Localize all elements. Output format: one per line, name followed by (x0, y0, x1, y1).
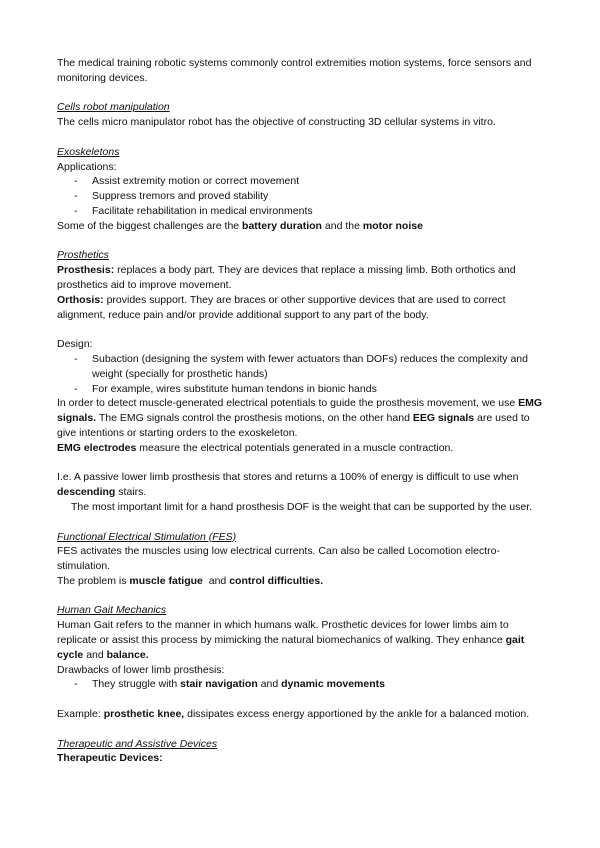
list-item: - They struggle with stair navigation and dynamic movements (74, 678, 385, 691)
gait-heading: Human Gait Mechanics (57, 604, 167, 617)
emg-paragraph: In order to detect muscle-generated electrical potentials to guide the prosthesis movement, we use EMG signals. The EMG signals control the prosthesis motions, on the other hand EEG signals are used to give intentions or starting orders to the exoskeleton. (57, 397, 543, 439)
prosthetics-heading: Prosthetics (57, 249, 109, 262)
fes-problem: The problem is muscle fatigue and control difficulties. (57, 574, 324, 587)
intro-paragraph: The medical training robotic systems commonly control extremities motion systems, force sensors and monitoring devices. (57, 57, 532, 84)
prosthesis-definition: Prosthesis: replaces a body part. They are devices that replace a missing limb. Both orthotics and prosthetics aid to improve movement. (57, 264, 516, 291)
ie-paragraph: I.e. A passive lower limb prosthesis that stores and returns a 100% of energy is difficult to use when descending stairs. (57, 471, 519, 499)
applications-label: Applications: (57, 160, 117, 173)
therapeutic-subheading: Therapeutic Devices: (57, 752, 163, 765)
drawbacks-label: Drawbacks of lower limb prosthesis: (57, 663, 225, 676)
drawbacks-list (57, 677, 545, 692)
list-item: - Facilitate rehabilitation in medical environments (74, 204, 313, 217)
list-item: - Assist extremity motion or correct movement (74, 175, 300, 188)
list-item: - Suppress tremors and proved stability (74, 190, 269, 203)
list-item: - For example, wires substitute human tendons in bionic hands (74, 382, 377, 395)
list-item: - Subaction (designing the system with fewer actuators than DOFs) reduces the complexity and weight (specially for prosthetic hands) (74, 352, 528, 380)
fes-paragraph: FES activates the muscles using low electrical currents. Can also be called Locomotion electro-stimulation. (57, 545, 500, 573)
design-list (57, 352, 545, 396)
exoskeletons-heading: Exoskeletons (57, 145, 120, 158)
gait-paragraph: Human Gait refers to the manner in which humans walk. Prosthetic devices for lower limbs aim to replicate or assist this process by mimicking the natural biomechanics of walking. They enhance gait cycle and balance. (57, 619, 525, 661)
applications-list (57, 174, 545, 218)
fes-heading: Functional Electrical Stimulation (FES) (57, 530, 237, 543)
therapeutic-heading: Therapeutic and Assistive Devices (57, 737, 218, 750)
document-body (57, 56, 545, 766)
design-label: Design: (57, 338, 93, 351)
example-paragraph: Example: prosthetic knee, dissipates excess energy apportioned by the ankle for a balanced motion. (57, 708, 530, 721)
limit-paragraph: The most important limit for a hand prosthesis DOF is the weight that can be supported by the user. (71, 500, 533, 513)
orthosis-definition: Orthosis: provides support. They are braces or other supportive devices that are used to correct alignment, reduce pain and/or provide additional support to any part of the body. (57, 293, 506, 321)
challenges-paragraph: Some of the biggest challenges are the battery duration and the motor noise (57, 219, 423, 232)
electrodes-paragraph: EMG electrodes measure the electrical potentials generated in a muscle contraction. (57, 441, 454, 454)
cells-paragraph: The cells micro manipulator robot has the objective of constructing 3D cellular systems in vitro. (57, 116, 496, 129)
cells-heading: Cells robot manipulation (57, 101, 170, 114)
